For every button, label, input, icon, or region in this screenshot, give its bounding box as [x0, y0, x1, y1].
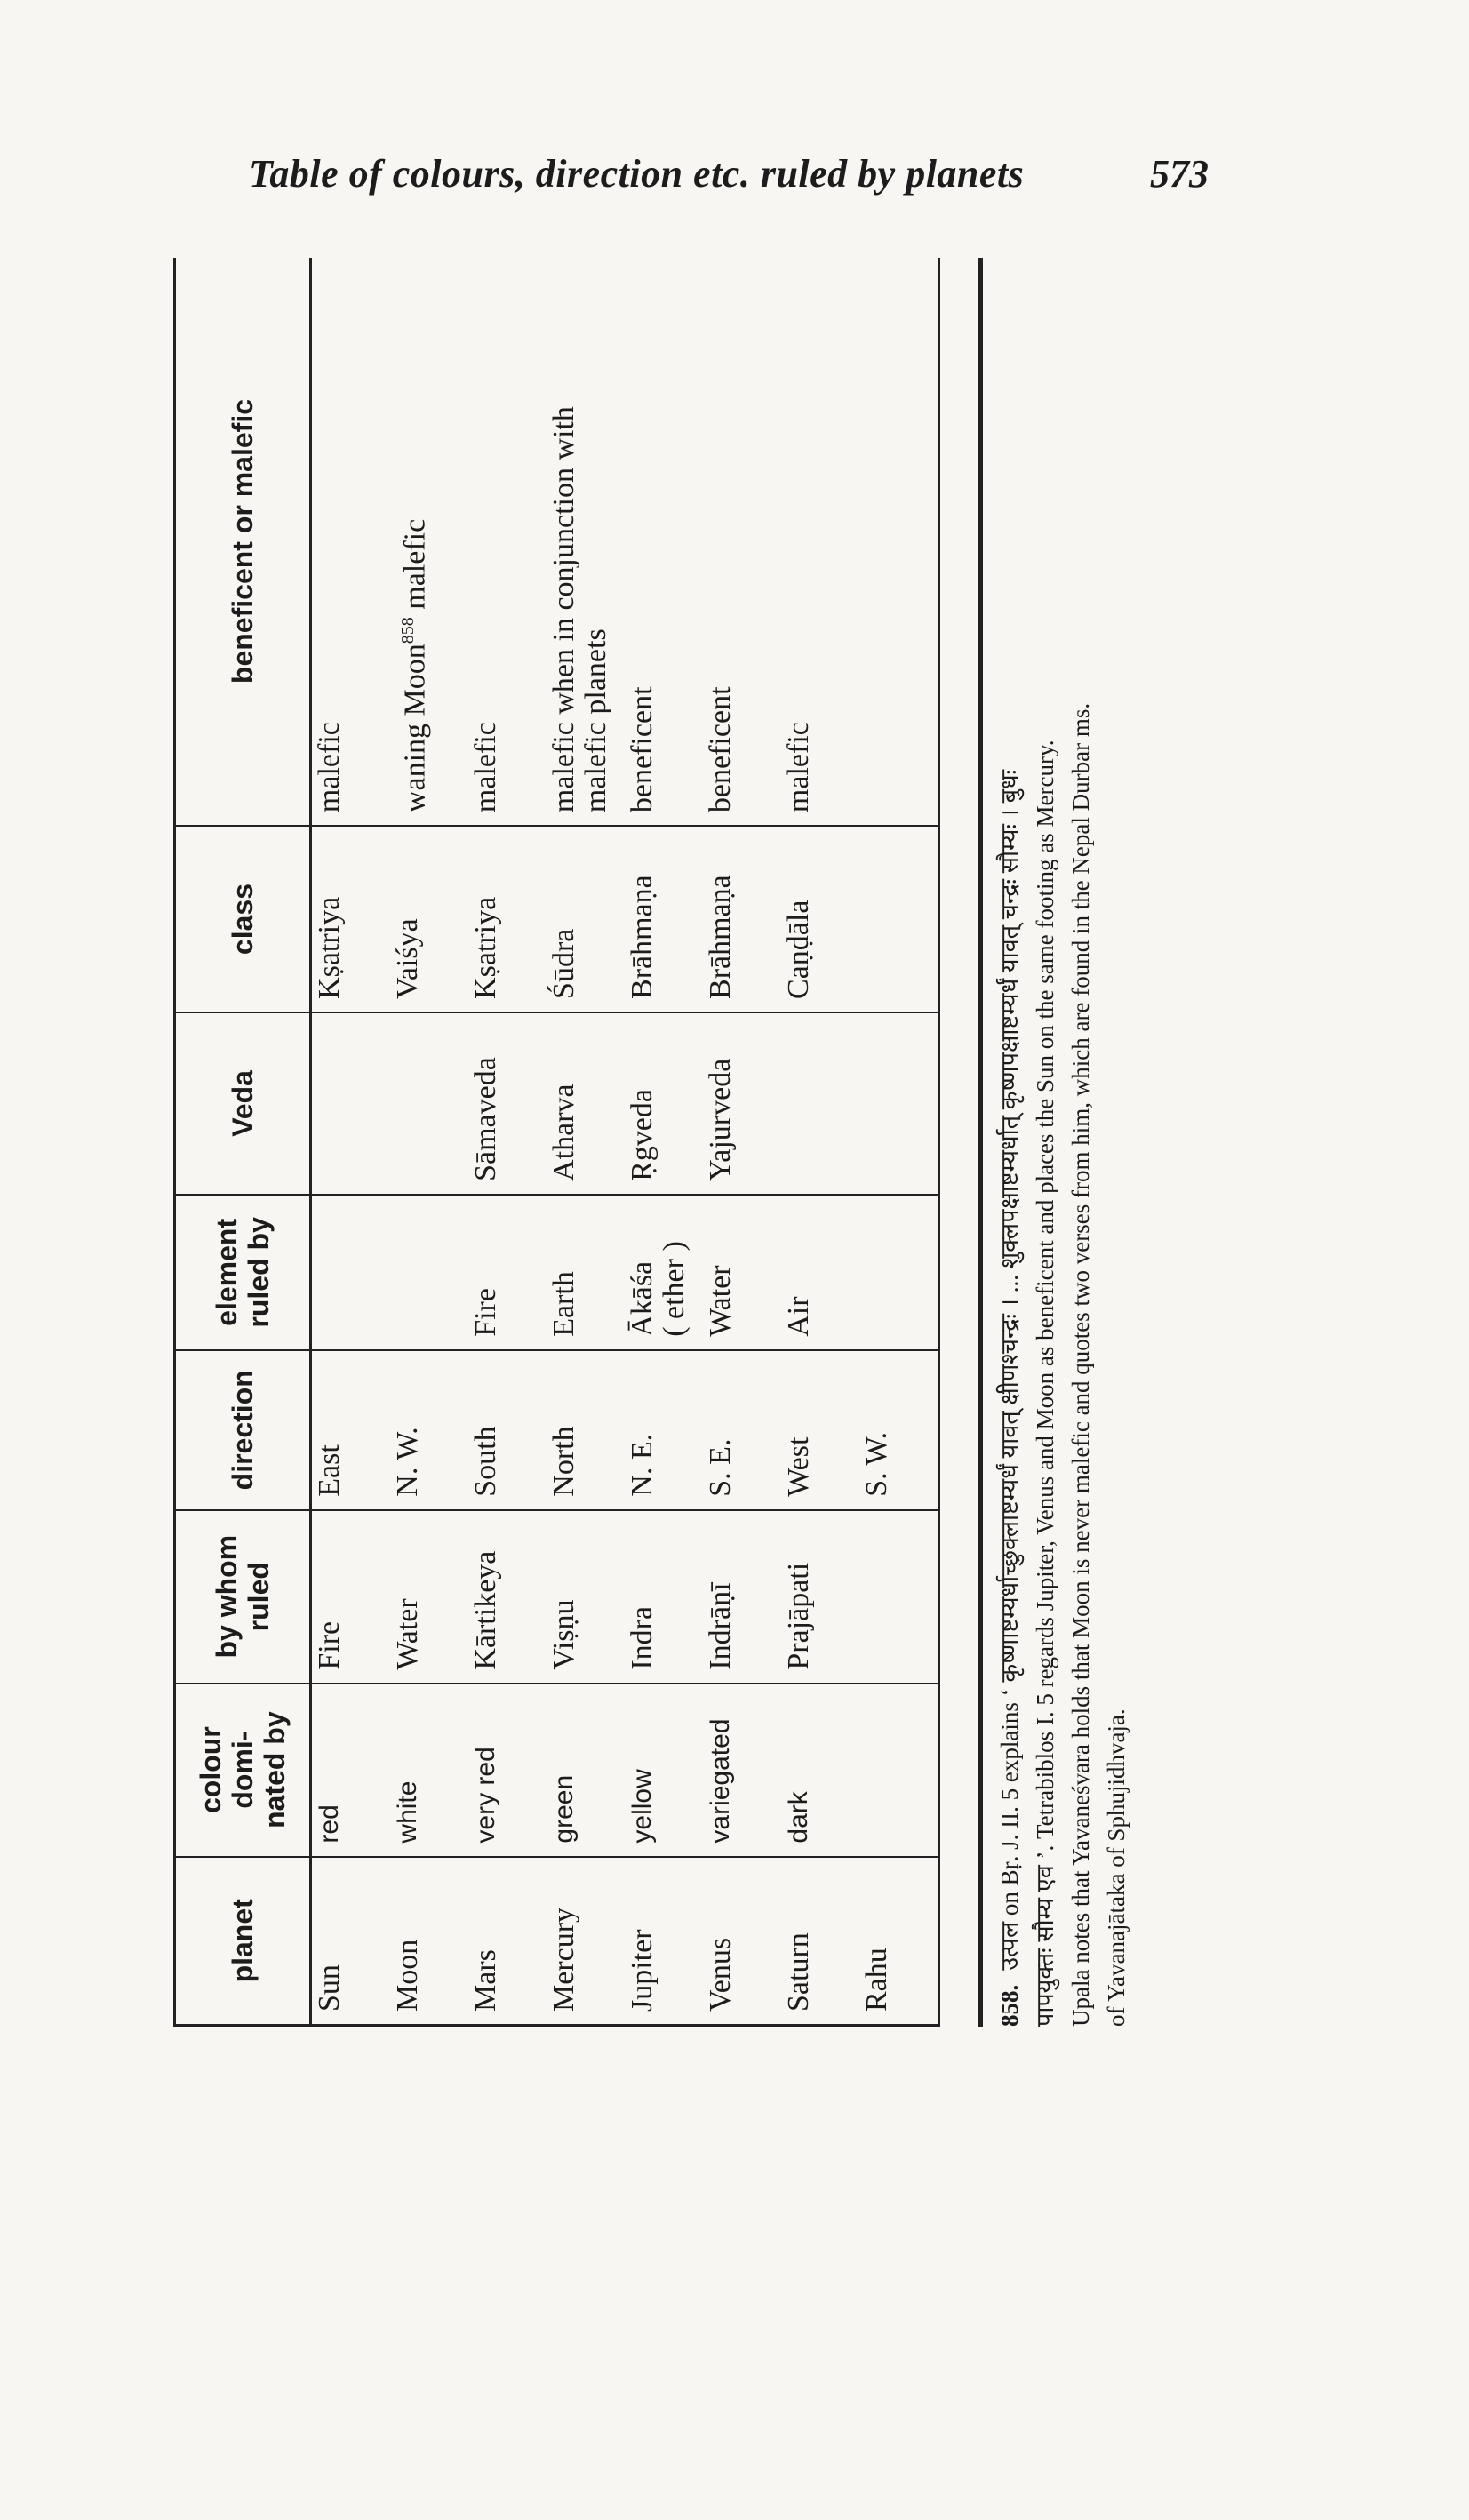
cell-ruler: Viṣṇu	[547, 1510, 625, 1684]
footnote-number: 858.	[996, 1984, 1023, 2027]
cell-planet: Moon	[390, 1857, 468, 2026]
cell-element	[390, 1195, 468, 1350]
cell-colour: red	[311, 1684, 391, 1857]
planet-table	[173, 258, 940, 2027]
cell-ruler: Prajāpati	[781, 1510, 859, 1684]
cell-class: Śūdra	[547, 826, 625, 1012]
cell-veda: Yajurveda	[703, 1012, 781, 1195]
cell-direction: S. E.	[703, 1350, 781, 1510]
cell-colour: dark	[781, 1684, 859, 1857]
table-row	[703, 258, 781, 2026]
cell-nature	[390, 258, 468, 826]
cell-nature	[468, 258, 547, 826]
cell-class: Kṣatriya	[311, 826, 391, 1012]
cell-direction: N. W.	[390, 1350, 468, 1510]
footnote-line	[992, 258, 1027, 2027]
cell-class: Kṣatriya	[468, 826, 547, 1012]
nature-text: beneficent	[704, 686, 737, 813]
table-row	[625, 258, 703, 2026]
page-title: Table of colours, direction etc. ruled by planets	[249, 152, 1025, 196]
nature-text: malefic when in conjunction with malefic planets	[547, 406, 612, 813]
cell-colour: green	[547, 1684, 625, 1857]
cell-direction: N. E.	[625, 1350, 703, 1510]
col-header-veda: Veda	[175, 1012, 311, 1195]
cell-nature	[859, 258, 939, 826]
cell-planet: Sun	[311, 1857, 391, 2026]
cell-veda	[311, 1012, 391, 1195]
col-header-colour: colour domi- nated by	[175, 1684, 311, 1857]
cell-ruler: Indra	[625, 1510, 703, 1684]
table-row	[390, 258, 468, 2026]
cell-class: Brāhmaṇa	[703, 826, 781, 1012]
cell-nature	[547, 258, 625, 826]
footnote-line: Upala notes that Yavaneśvara holds that Moon is never malefic and quotes two verses from him, which are found in the Nepal Durbar ms.	[1067, 702, 1094, 2027]
cell-class: Brāhmaṇa	[625, 826, 703, 1012]
cell-colour: variegated	[703, 1684, 781, 1857]
col-header-class: class	[175, 826, 311, 1012]
cell-planet: Saturn	[781, 1857, 859, 2026]
cell-nature	[781, 258, 859, 826]
footnote-text: उत्पल on Bṛ. J. II. 5 explains ‘ कृष्णाष्टम्यर्धाच्छुक्लाष्टम्यर्धं यावत् क्षीणश्चन्द्रः । ... शुक्लपक्षाष्टम्यर्धात् कृष्णपक्षाष्टम्यर्धं यावत् चन्द्रः सौम्यः । बुधः	[996, 769, 1023, 1971]
cell-direction: East	[311, 1350, 391, 1510]
col-header-planet: planet	[175, 1857, 311, 2026]
cell-nature	[311, 258, 391, 826]
cell-element: Ākāśa ( ether )	[625, 1195, 703, 1350]
cell-ruler: Indrāṇī	[703, 1510, 781, 1684]
nature-text: malefic	[313, 722, 346, 813]
cell-element: Air	[781, 1195, 859, 1350]
nature-tail: malefic	[398, 518, 432, 618]
cell-class: Caṇḍāla	[781, 826, 859, 1012]
footnote-ref: 858	[398, 617, 418, 644]
cell-direction: South	[468, 1350, 547, 1510]
nature-text: beneficent	[626, 686, 659, 813]
cell-planet: Jupiter	[625, 1857, 703, 2026]
page-number: 573	[1150, 152, 1209, 196]
cell-element: Earth	[547, 1195, 625, 1350]
cell-colour: yellow	[625, 1684, 703, 1857]
cell-planet: Mars	[468, 1857, 547, 2026]
cell-element: Water	[703, 1195, 781, 1350]
table-row	[547, 258, 625, 2026]
cell-veda: Ṛgveda	[625, 1012, 703, 1195]
footnote	[978, 258, 1134, 2027]
nature-text: malefic	[469, 722, 502, 813]
cell-colour: white	[390, 1684, 468, 1857]
cell-class: Vaiśya	[390, 826, 468, 1012]
cell-veda	[859, 1012, 939, 1195]
col-header-direction: direction	[175, 1350, 311, 1510]
cell-veda	[781, 1012, 859, 1195]
cell-planet: Venus	[703, 1857, 781, 2026]
cell-direction: North	[547, 1350, 625, 1510]
cell-colour	[859, 1684, 939, 1857]
cell-element	[859, 1195, 939, 1350]
nature-text: malefic	[782, 722, 815, 813]
cell-direction: West	[781, 1350, 859, 1510]
cell-ruler: Water	[390, 1510, 468, 1684]
col-header-nature: beneficent or malefic	[175, 258, 311, 826]
cell-ruler: Fire	[311, 1510, 391, 1684]
cell-veda	[390, 1012, 468, 1195]
cell-ruler: Kārtikeya	[468, 1510, 547, 1684]
rotated-content	[147, 240, 1169, 2053]
cell-nature	[625, 258, 703, 826]
table-row	[859, 258, 939, 2026]
cell-veda: Atharva	[547, 1012, 625, 1195]
cell-direction: S. W.	[859, 1350, 939, 1510]
col-header-ruler: by whom ruled	[175, 1510, 311, 1684]
table-row	[311, 258, 391, 2026]
cell-element	[311, 1195, 391, 1350]
cell-nature	[703, 258, 781, 826]
col-header-element: element ruled by	[175, 1195, 311, 1350]
cell-ruler	[859, 1510, 939, 1684]
footnote-line: पापयुक्तः सौम्य एव ’. Tetrabiblos I. 5 regards Jupiter, Venus and Moon as beneficent and places the Sun on the same footing as Mercury.	[1032, 740, 1058, 2027]
cell-element: Fire	[468, 1195, 547, 1350]
cell-veda: Sāmaveda	[468, 1012, 547, 1195]
nature-text: waning Moon	[398, 644, 432, 813]
table-header-row	[175, 258, 311, 2026]
cell-class	[859, 826, 939, 1012]
cell-planet: Rahu	[859, 1857, 939, 2026]
cell-planet: Mercury	[547, 1857, 625, 2026]
footnote-line: of Yavanajātaka of Sphujidhvaja.	[1103, 1708, 1130, 2027]
table-row	[781, 258, 859, 2026]
page-header	[249, 151, 1209, 204]
cell-colour: very red	[468, 1684, 547, 1857]
table-row	[468, 258, 547, 2026]
